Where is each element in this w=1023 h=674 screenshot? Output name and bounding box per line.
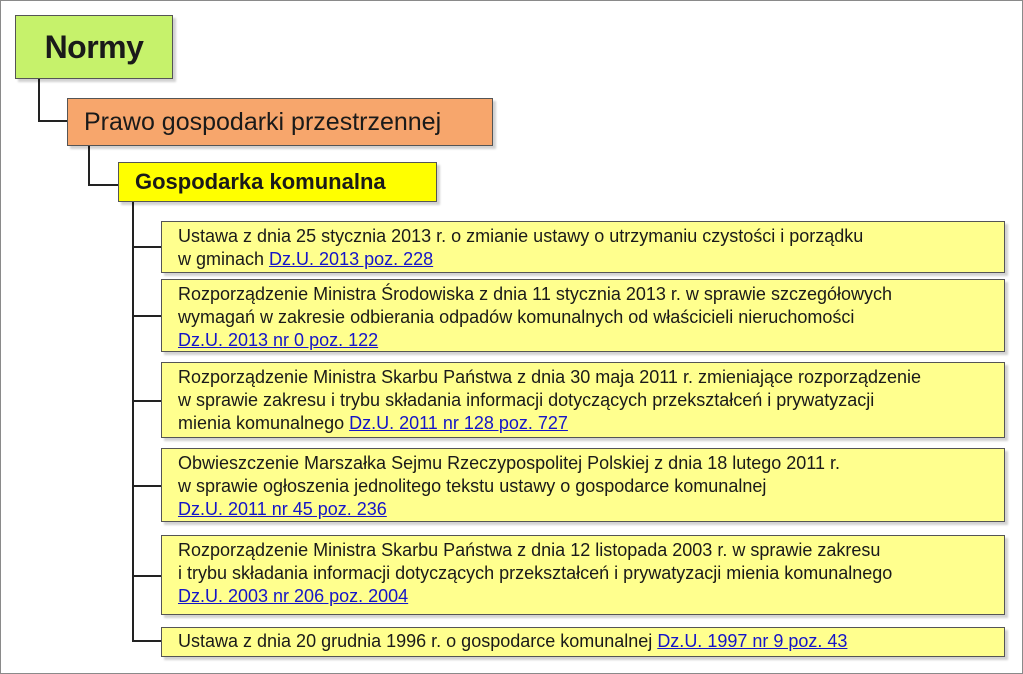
document-text: mienia komunalnego — [178, 413, 350, 433]
connector-l1-horizontal — [88, 184, 118, 186]
root-node-label: Normy — [44, 28, 144, 65]
connector-doc-6 — [132, 640, 161, 642]
dziennik-ustaw-link[interactable]: Dz.U. 2013 nr 0 poz. 122 — [178, 330, 379, 350]
dziennik-ustaw-link[interactable]: Dz.U. 2011 nr 128 poz. 727 — [349, 413, 568, 433]
connector-doc-3 — [132, 400, 161, 402]
category-node-label: Prawo gospodarki przestrzennej — [84, 107, 442, 136]
connector-root-horizontal — [38, 120, 67, 122]
category-node-prawo-gospodarki — [67, 98, 493, 146]
document-text: Ustawa z dnia 20 grudnia 1996 r. o gospodarce komunalnej — [178, 631, 658, 651]
connector-root-vertical — [38, 79, 40, 122]
connector-doc-4 — [132, 485, 161, 487]
dziennik-ustaw-link[interactable]: Dz.U. 2011 nr 45 poz. 236 — [178, 499, 387, 519]
document-text: w gminach — [178, 249, 270, 269]
document-node — [161, 279, 1005, 352]
document-node — [161, 627, 1005, 657]
document-text: w sprawie zakresu i trybu składania informacji dotyczących przekształceń i prywatyzacji — [178, 390, 875, 410]
document-text: Rozporządzenie Ministra Skarbu Państwa z dnia 30 maja 2011 r. zmieniające rozporządzenie — [178, 367, 922, 387]
connector-doc-2 — [132, 315, 161, 317]
dziennik-ustaw-link[interactable]: Dz.U. 2013 poz. 228 — [269, 249, 434, 269]
document-text: Ustawa z dnia 25 stycznia 2013 r. o zmianie ustawy o utrzymaniu czystości i porządku — [178, 226, 864, 246]
document-node — [161, 448, 1005, 522]
document-node — [161, 362, 1005, 438]
document-text: w sprawie ogłoszenia jednolitego tekstu ustawy o gospodarce komunalnej — [178, 476, 767, 496]
document-node — [161, 221, 1005, 273]
subcategory-node-gospodarka-komunalna — [118, 162, 437, 202]
document-text: wymagań w zakresie odbierania odpadów komunalnych od właścicieli nieruchomości — [178, 307, 855, 327]
dziennik-ustaw-link[interactable]: Dz.U. 2003 nr 206 poz. 2004 — [178, 586, 409, 606]
connector-doc-1 — [132, 246, 161, 248]
connector-doc-5 — [132, 575, 161, 577]
root-node-normy — [15, 15, 173, 79]
connector-l1-vertical — [88, 146, 90, 186]
dziennik-ustaw-link[interactable]: Dz.U. 1997 nr 9 poz. 43 — [657, 631, 848, 651]
document-text: Obwieszczenie Marszałka Sejmu Rzeczypospolitej Polskiej z dnia 18 lutego 2011 r. — [178, 453, 840, 473]
document-text: Rozporządzenie Ministra Skarbu Państwa z dnia 12 listopada 2003 r. w sprawie zakresu — [178, 540, 881, 560]
document-text: i trybu składania informacji dotyczących przekształceń i prywatyzacji mienia komunalnego — [178, 563, 893, 583]
document-node — [161, 535, 1005, 615]
document-text: Rozporządzenie Ministra Środowiska z dnia 11 stycznia 2013 r. w sprawie szczegółowych — [178, 284, 892, 304]
subcategory-node-label: Gospodarka komunalna — [135, 169, 386, 194]
